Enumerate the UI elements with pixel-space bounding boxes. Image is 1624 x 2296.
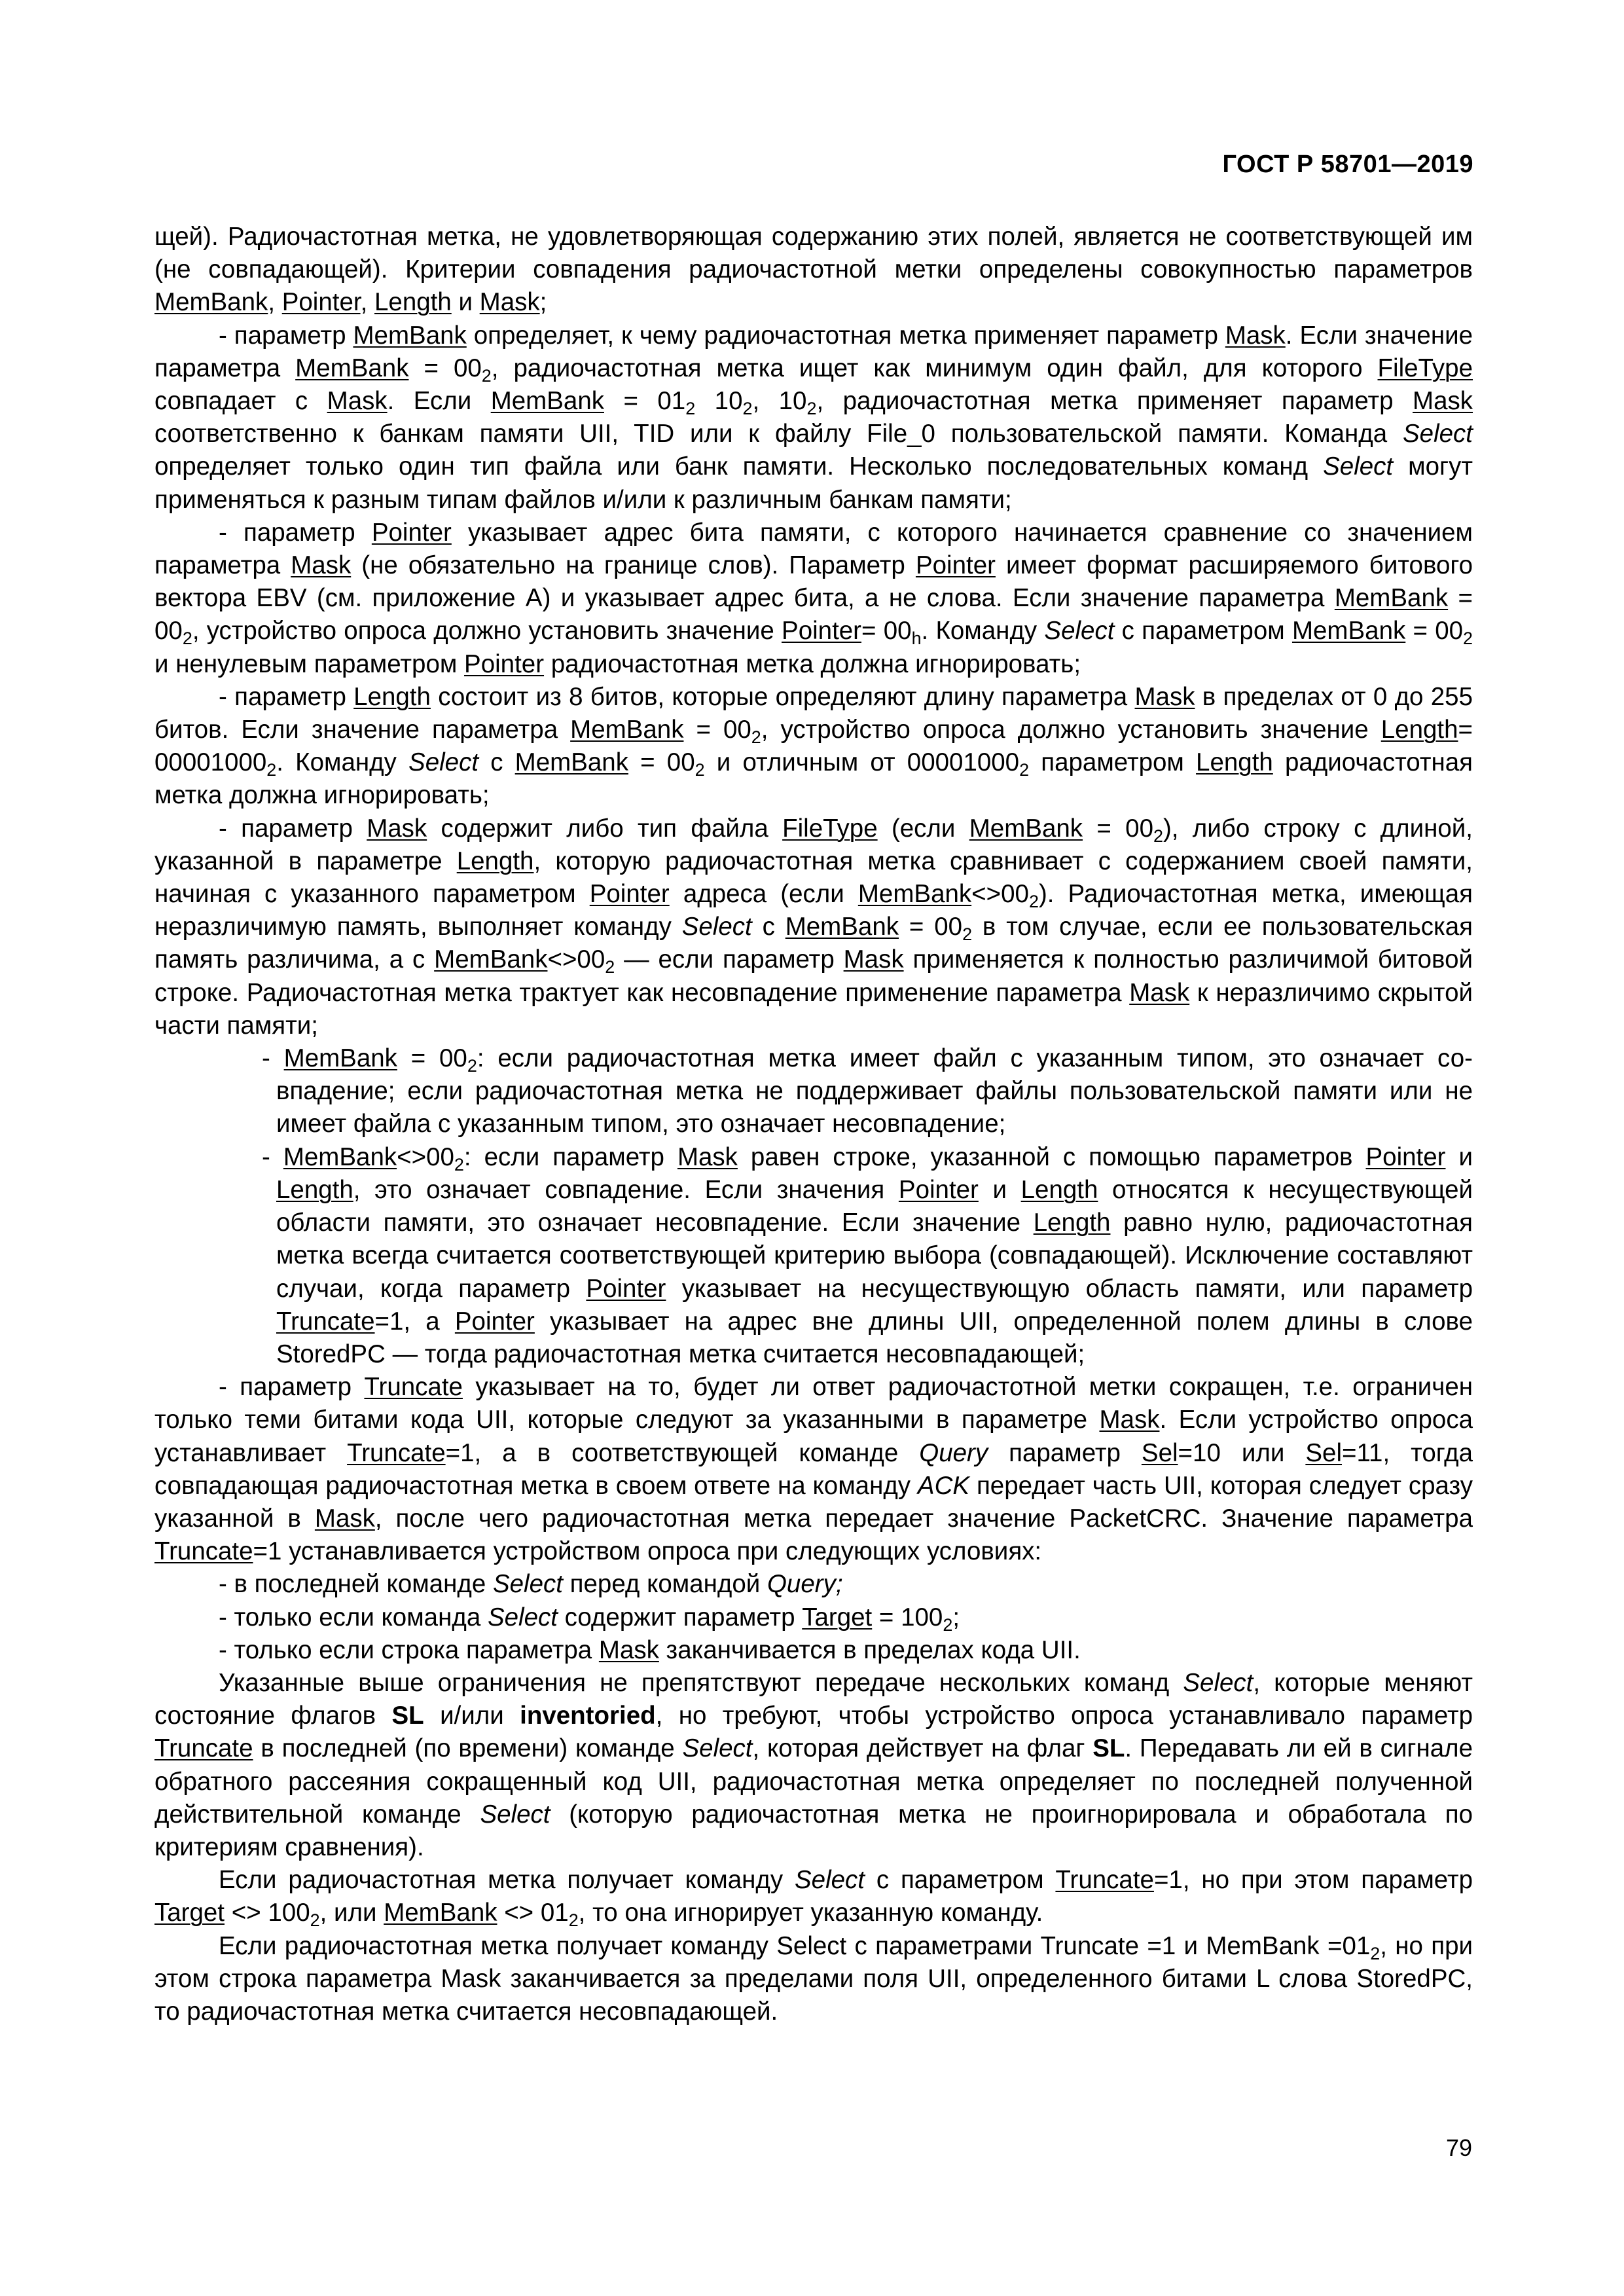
subscript: 2 — [568, 1910, 579, 1931]
text-run: Указанные выше ограничения не препятствуют передаче нескольких команд — [219, 1668, 1183, 1697]
text-run: = 100 — [872, 1603, 943, 1631]
subscript: 2 — [605, 957, 615, 977]
parameter-name: Truncate — [154, 1734, 253, 1763]
text-run: , которые меняют состояние флагов — [154, 1668, 1473, 1730]
text-run: , но при этом строка параметра Mask заканчивается за пределами поля UII, определенного битами L слова StoredPC, то радиочастотная метка считается несовпадающей. — [154, 1931, 1473, 2026]
parameter-name: Mask — [314, 1504, 375, 1533]
parameter-name: Pointer — [454, 1307, 535, 1336]
text-run: равен строке, указанной с помощью параметров — [737, 1142, 1366, 1171]
text-run: Select — [1183, 1668, 1254, 1697]
text-run: соответственно к банкам памяти UII, TID или к файлу File_0 пользовательской памяти. Команда — [154, 420, 1403, 448]
paragraph — [154, 1042, 1473, 1141]
text-run: ; — [952, 1603, 960, 1631]
paragraph — [154, 1601, 1473, 1634]
parameter-name: Length — [456, 847, 534, 875]
text-run: передает часть UII, которая следует сразу указанной в — [154, 1471, 1473, 1533]
text-run: , устройство опроса должно установить значение — [761, 716, 1381, 744]
text-run: - параметр — [219, 682, 354, 711]
text-run: с параметром — [865, 1866, 1056, 1895]
text-run: = 00 — [154, 584, 1473, 646]
subscript: 2 — [454, 1154, 464, 1175]
parameter-name: Truncate — [276, 1307, 375, 1336]
text-run: - — [262, 1142, 283, 1171]
text-run: и/или — [424, 1702, 520, 1730]
parameter-name: Truncate — [364, 1373, 463, 1402]
text-run: и ненулевым параметром — [154, 649, 465, 678]
parameter-name: Sel — [1305, 1438, 1343, 1467]
parameter-name: Mask — [291, 551, 352, 580]
text-run: радиочастотная метка должна игнорировать; — [154, 748, 1473, 810]
text-run: ). Радиочастотная метка, имеющая неразличимую память, выполняет команду — [154, 880, 1473, 941]
paragraph — [154, 319, 1473, 517]
parameter-name: Target — [802, 1603, 873, 1631]
text-run: Query — [919, 1438, 988, 1467]
text-run: и — [1445, 1142, 1473, 1171]
text-run: =1, а — [374, 1307, 455, 1336]
subscript: 2 — [742, 399, 753, 419]
subscript: 2 — [1019, 760, 1030, 780]
parameter-name: Length — [1196, 748, 1273, 777]
text-run: , радиочастотная метка применяет параметр — [816, 387, 1413, 416]
parameter-name: MemBank — [154, 288, 268, 317]
parameter-name: MemBank — [969, 814, 1083, 843]
text-run: Select — [1402, 420, 1473, 448]
text-run: Select — [682, 1734, 753, 1763]
text-run: , которую радиочастотная метка сравнивает с содержанием своей памяти, начиная с указанного параметром — [154, 847, 1473, 909]
text-run: и — [978, 1175, 1021, 1204]
parameter-name: Mask — [598, 1635, 659, 1664]
paragraph — [154, 1371, 1473, 1568]
text-run: , — [268, 288, 282, 317]
paragraph — [154, 1568, 1473, 1601]
text-run: с — [751, 913, 785, 941]
text-run: и — [451, 288, 480, 317]
parameter-name: Target — [154, 1899, 225, 1927]
text-run: с — [478, 748, 515, 777]
paragraph — [154, 812, 1473, 1042]
text-run: = 00 — [628, 748, 695, 777]
parameter-name: MemBank — [1291, 617, 1406, 646]
text-run: SL — [1092, 1734, 1125, 1763]
text-run: - — [262, 1044, 284, 1073]
parameter-name: FileType — [1377, 354, 1473, 382]
parameter-name: Truncate — [347, 1438, 446, 1467]
paragraph — [154, 517, 1473, 681]
text-run: . Если устройство опроса устанавливает — [154, 1406, 1473, 1467]
text-run: , после чего радиочастотная метка передает значение PacketCRC. Значение параметра — [374, 1504, 1473, 1533]
text-run: =1, но при этом параметр — [1153, 1866, 1473, 1895]
text-run: Select — [487, 1603, 558, 1631]
parameter-name: Mask — [1134, 682, 1195, 711]
text-run: имеет формат расширяемого битового вектора EBV (см. приложение А) и указывает адрес бита, а не слова. Если значение параметра — [154, 551, 1473, 613]
text-run: . Передавать ли ей в сигнале обратного рассеяния сокращенный код UII, радиочастотная метка определяет по последней полученной действительной команде — [154, 1734, 1473, 1829]
text-run: ACK — [917, 1471, 970, 1500]
text-run: = 00 — [397, 1044, 467, 1073]
text-run: щей). Радиочастотная метка, не удовлетворяющая содержанию этих полей, является не соответствующей им (не совпадающей). Критерии совпадения радиочастотной метки определены совокупностью параметров — [154, 223, 1473, 284]
text-run: Select — [681, 913, 752, 941]
subscript: h — [911, 629, 922, 649]
text-run: . Если — [387, 387, 491, 416]
parameter-name: Length — [374, 288, 452, 317]
text-run: = 00 — [408, 354, 482, 382]
text-run: . Команду — [921, 617, 1045, 646]
text-run: ), либо строку с длиной, указанной в параметре — [154, 814, 1473, 875]
parameter-name: FileType — [782, 814, 878, 843]
subscript: 2 — [806, 399, 817, 419]
parameter-name: MemBank — [283, 1142, 397, 1171]
text-run: ; — [539, 288, 547, 317]
text-run: адреса (если — [669, 880, 858, 909]
parameter-name: Length — [1380, 716, 1458, 744]
text-run: = 00 — [683, 716, 751, 744]
text-run: определяет, к чему радиочастотная метка применяет параметр — [466, 321, 1225, 350]
text-run: Select — [1044, 617, 1115, 646]
paragraph — [154, 1667, 1473, 1864]
parameter-name: MemBank — [295, 354, 409, 382]
parameter-name: Length — [276, 1175, 353, 1204]
subscript: 2 — [685, 399, 696, 419]
text-run: (которую радиочастотная метка не проигнорировала и обработала по критериям сравнения). — [154, 1800, 1473, 1861]
parameter-name: Truncate — [154, 1537, 253, 1566]
text-run: - параметр — [219, 814, 367, 843]
parameter-name: Pointer — [371, 518, 452, 547]
parameter-name: Length — [353, 682, 431, 711]
parameter-name: Pointer — [589, 880, 670, 909]
text-run: . Если значение параметра — [154, 321, 1473, 382]
parameter-name: Pointer — [898, 1175, 979, 1204]
text-run: применяется к полностью различимой битовой строке. Радиочастотная метка трактует как несовпадение применение параметра — [154, 945, 1473, 1007]
parameter-name: Length — [1033, 1209, 1111, 1237]
text-run: <>00 — [971, 880, 1029, 909]
text-run: , которая действует на флаг — [752, 1734, 1093, 1763]
text-run: . Команду — [276, 748, 409, 777]
text-run: = 00 — [1083, 814, 1153, 843]
text-run: и отличным от 00001000 — [704, 748, 1020, 777]
text-run: указывает на то, будет ли ответ радиочастотной метки сокращен, т.е. ограничен только теми битами кода UII, которые следуют за указанными в параметре — [154, 1373, 1473, 1434]
text-run: =10 или — [1178, 1438, 1306, 1467]
parameter-name: MemBank — [1334, 584, 1449, 613]
text-run: Если радиочастотная метка получает команду Select с параметрами Truncate =1 и MemBank =01 — [219, 1931, 1371, 1960]
paragraph — [154, 1930, 1473, 2029]
text-run: состоит из 8 битов, которые определяют длину параметра — [430, 682, 1135, 711]
text-run: <>00 — [397, 1142, 454, 1171]
text-run: Select — [1323, 452, 1394, 481]
text-run: <> 01 — [497, 1899, 569, 1927]
text-run: в том случае, если ее пользовательская память различима, а с — [154, 913, 1473, 974]
parameter-name: Mask — [327, 387, 388, 416]
paragraph — [154, 1634, 1473, 1667]
text-run: содержит либо тип файла — [427, 814, 783, 843]
text-run: — если параметр — [615, 945, 844, 974]
text-run: Если радиочастотная метка получает команду — [219, 1866, 795, 1895]
text-run: - параметр — [219, 321, 353, 350]
parameter-name: MemBank — [384, 1899, 497, 1927]
subscript: 2 — [751, 727, 761, 748]
page-number: 79 — [1445, 2134, 1472, 2161]
subscript: 2 — [481, 365, 492, 386]
text-run: в пределах от 0 до 255 битов. Если значение параметра — [154, 682, 1473, 744]
text-run: = 00 — [1405, 617, 1464, 646]
text-run: относятся к несуществующей области памяти, это означает несовпадение. Если значение — [276, 1175, 1473, 1237]
parameter-name: Pointer — [1365, 1142, 1446, 1171]
text-run: - только если строка параметра — [219, 1635, 599, 1664]
text-run: = 00 — [899, 913, 963, 941]
text-run: заканчивается в пределах кода UII. — [659, 1635, 1081, 1664]
parameter-name: MemBank — [283, 1044, 397, 1073]
parameter-name: Mask — [367, 814, 427, 843]
text-run: указывает адрес бита памяти, с которого начинается сравнение со значением параметра — [154, 518, 1473, 580]
text-run: <> 100 — [225, 1899, 310, 1927]
text-run: , радиочастотная метка ищет как минимум один файл, для которого — [491, 354, 1378, 382]
subscript: 2 — [695, 760, 705, 780]
parameter-name: Pointer — [464, 649, 545, 678]
standard-header: ГОСТ Р 58701—2019 — [1222, 151, 1473, 178]
parameter-name: Mask — [677, 1142, 738, 1171]
text-run: = 00001000 — [154, 716, 1473, 777]
text-run: равно нулю, радиочастотная метка всегда считается соответствующей критерию выбора (совпадающей). Исключение составляют случаи, когда параметр — [276, 1209, 1473, 1303]
parameter-name: MemBank — [434, 945, 548, 974]
text-run: (если — [877, 814, 969, 843]
text-run: перед командой — [562, 1570, 767, 1599]
subscript: 2 — [467, 1056, 477, 1076]
parameter-name: Mask — [1099, 1406, 1160, 1434]
subscript: 2 — [266, 760, 277, 780]
text-run: к неразличимо скрытой части памяти; — [154, 978, 1473, 1040]
text-run: <>00 — [547, 945, 605, 974]
parameter-name: MemBank — [353, 321, 467, 350]
parameter-name: Pointer — [915, 551, 996, 580]
subscript: 2 — [1153, 826, 1163, 846]
text-run: : если параметр — [463, 1142, 677, 1171]
text-run: = 01 — [604, 387, 686, 416]
text-run: совпадает с — [154, 387, 327, 416]
parameter-name: Sel — [1141, 1438, 1178, 1467]
parameter-name: Mask — [1413, 387, 1473, 416]
text-run: , устройство опроса должно установить значение — [192, 617, 782, 646]
text-run: , 10 — [752, 387, 807, 416]
subscript: 2 — [943, 1614, 953, 1635]
text-run: содержит параметр — [557, 1603, 803, 1631]
text-run: параметром — [1029, 748, 1197, 777]
subscript: 2 — [310, 1910, 320, 1931]
text-run: указывает на несуществующую область памяти, или параметр — [666, 1274, 1473, 1303]
subscript: 2 — [1028, 892, 1039, 912]
text-run: - параметр — [219, 1373, 365, 1402]
text-run: SL — [391, 1702, 424, 1730]
paragraph — [154, 681, 1473, 812]
text-run: Query; — [767, 1570, 843, 1599]
text-run: параметр — [988, 1438, 1142, 1467]
parameter-name: Mask — [843, 945, 904, 974]
subscript: 2 — [1463, 629, 1473, 649]
document-body — [154, 221, 1473, 2028]
paragraph — [154, 221, 1473, 319]
parameter-name: MemBank — [857, 880, 972, 909]
text-run: =1 устанавливается устройством опроса при следующих условиях: — [253, 1537, 1042, 1566]
text-run: указывает на адрес вне длины UII, определенной полем длины в слове StoredPC — тогда радиочастотная метка считается несовпадающей; — [276, 1307, 1473, 1368]
text-run: = 00 — [861, 617, 912, 646]
text-run: радиочастотная метка должна игнорировать; — [544, 649, 1081, 678]
text-run: определяет только один тип файла или банк памяти. Несколько последовательных команд — [154, 452, 1324, 481]
parameter-name: Mask — [479, 288, 540, 317]
text-run: Select — [480, 1800, 550, 1829]
text-run: , это означает совпадение. Если значения — [353, 1175, 899, 1204]
subscript: 2 — [1370, 1943, 1380, 1963]
text-run: - только если команда — [219, 1603, 488, 1631]
text-run: =11, тогда совпадающая радиочастотная метка в своем ответе на команду — [154, 1438, 1473, 1500]
parameter-name: Length — [1020, 1175, 1098, 1204]
paragraph — [154, 1864, 1473, 1929]
parameter-name: Truncate — [1055, 1866, 1154, 1895]
text-run: - в последней команде — [219, 1570, 493, 1599]
text-run: могут применяться к разным типам файлов и/или к различным банкам памяти; — [154, 452, 1473, 514]
text-run: , то она игнорирует указанную команду. — [578, 1899, 1043, 1927]
parameter-name: MemBank — [490, 387, 604, 416]
text-run: : если радиочастотная метка имеет файл с указанным типом, это означает совпадение; если радиочастотная метка не поддерживает файлы пользовательской памяти или не имеет файла с указанным типом, это означает несовпадение; — [276, 1044, 1473, 1139]
parameter-name: Pointer — [782, 617, 862, 646]
parameter-name: Mask — [1225, 321, 1286, 350]
parameter-name: MemBank — [785, 913, 899, 941]
paragraph — [154, 1141, 1473, 1371]
text-run: , — [360, 288, 374, 317]
text-run: , или — [319, 1899, 384, 1927]
text-run: =1, а в соответствующей команде — [445, 1438, 920, 1467]
text-run: inventoried — [520, 1702, 656, 1730]
text-run: , но требуют, чтобы устройство опроса устанавливало параметр — [655, 1702, 1473, 1730]
parameter-name: Pointer — [586, 1274, 666, 1303]
subscript: 2 — [182, 629, 192, 649]
parameter-name: MemBank — [514, 748, 628, 777]
text-run: Select — [794, 1866, 865, 1895]
text-run: в последней (по времени) команде — [253, 1734, 683, 1763]
text-run: (не обязательно на границе слов). Параметр — [351, 551, 916, 580]
text-run: Select — [492, 1570, 563, 1599]
parameter-name: MemBank — [570, 716, 684, 744]
text-run: 10 — [695, 387, 743, 416]
subscript: 2 — [962, 924, 973, 945]
parameter-name: Pointer — [281, 288, 361, 317]
text-run: Select — [408, 748, 479, 777]
parameter-name: Mask — [1129, 978, 1190, 1007]
text-run: - параметр — [219, 518, 372, 547]
text-run: с параметром — [1114, 617, 1292, 646]
